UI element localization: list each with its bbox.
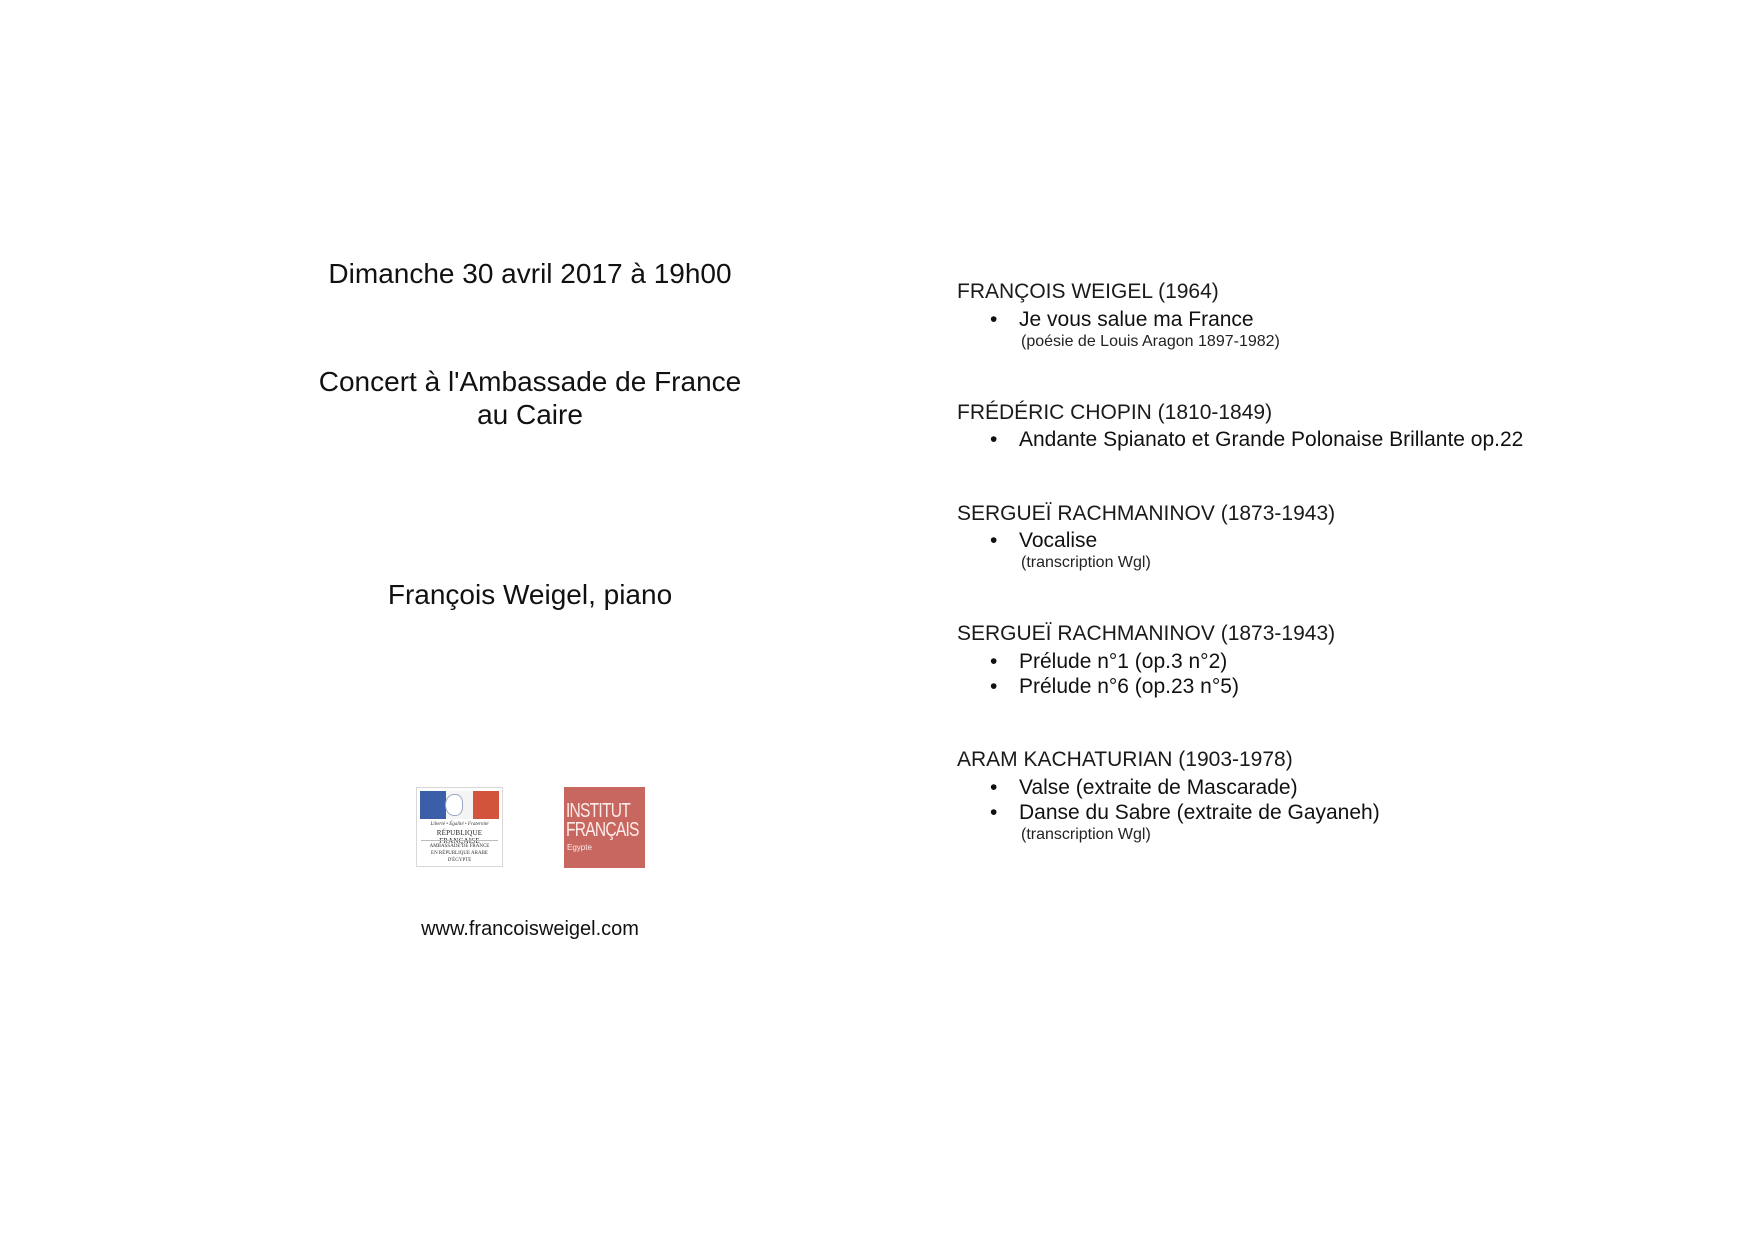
composer-name: SERGUEÏ RACHMANINOV (1873-1943) (957, 502, 1336, 525)
list-bullet: • (990, 308, 998, 331)
list-bullet: • (990, 650, 998, 673)
event-date: Dimanche 30 avril 2017 à 19h00 (328, 258, 732, 289)
performer: François Weigel, piano (387, 579, 673, 610)
event-title-line1: Concert à l'Ambassade de France (318, 366, 742, 397)
piece-note: (transcription Wgl) (1021, 826, 1151, 843)
piece-title: Andante Spianato et Grande Polonaise Brillante op.22 (1019, 428, 1524, 451)
list-bullet: • (990, 529, 998, 552)
piece-title: Valse (extraite de Mascarade) (1019, 776, 1298, 799)
marianne-icon (445, 794, 463, 816)
piece-title: Je vous salue ma France (1019, 308, 1254, 331)
piece-title: Vocalise (1019, 529, 1098, 552)
event-title-line2: au Caire (477, 399, 583, 430)
composer-name: ARAM KACHATURIAN (1903-1978) (957, 748, 1293, 771)
logo-devise: Liberté • Égalité • Fraternité (430, 822, 489, 827)
logo-institut-line1: INSTITUT (566, 800, 630, 822)
composer-name: SERGUEÏ RACHMANINOV (1873-1943) (957, 622, 1336, 645)
piece-title: Danse du Sabre (extraite de Gayaneh) (1019, 801, 1380, 824)
list-bullet: • (990, 776, 998, 799)
list-bullet: • (990, 428, 998, 451)
website-link[interactable]: www.francoisweigel.com (421, 918, 639, 940)
institut-francais-logo (564, 787, 645, 868)
logo-institut-line2: FRANÇAIS (566, 819, 639, 841)
composer-name: FRÉDÉRIC CHOPIN (1810-1849) (957, 401, 1273, 424)
piece-title: Prélude n°6 (op.23 n°5) (1019, 675, 1239, 698)
logo-republique-name: RÉPUBLIQUE FRANÇAISE (436, 829, 483, 845)
list-bullet: • (990, 801, 998, 824)
logo-ambassade: AMBASSADE DE FRANCE EN RÉPUBLIQUE ARABE D'ÉGYPTE (421, 840, 498, 864)
piece-note: (transcription Wgl) (1021, 554, 1151, 571)
piece-note: (poésie de Louis Aragon 1897-1982) (1021, 333, 1280, 350)
composer-name: FRANÇOIS WEIGEL (1964) (957, 280, 1219, 303)
event-title (230, 365, 830, 431)
list-bullet: • (990, 675, 998, 698)
republique-francaise-logo (416, 787, 503, 867)
piece-title: Prélude n°1 (op.3 n°2) (1019, 650, 1228, 673)
logo-institut-country: Egypte (567, 843, 592, 852)
